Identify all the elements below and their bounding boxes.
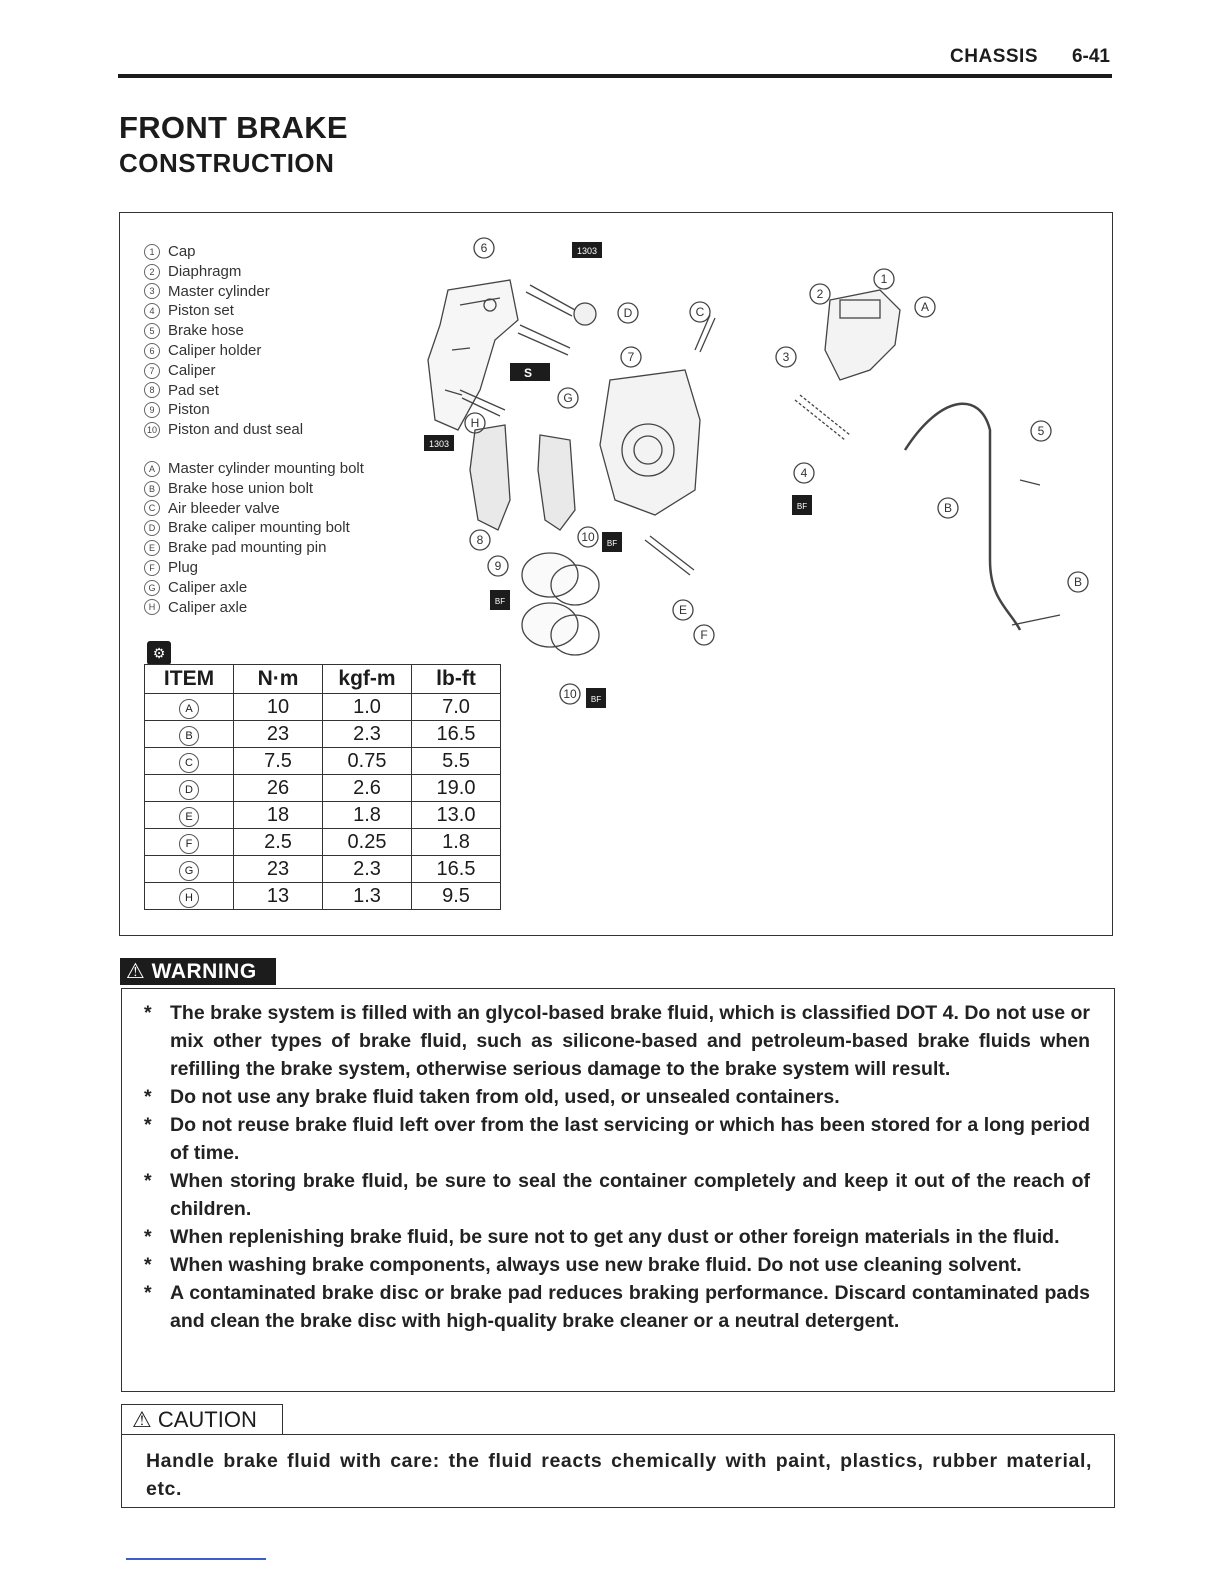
legend-item: G Caliper axle xyxy=(144,578,364,598)
warning-item: * Do not use any brake fluid taken from old, used, or unsealed containers. xyxy=(144,1086,840,1108)
table-row: D 26 2.6 19.0 xyxy=(145,775,501,802)
sealant-tag xyxy=(424,435,454,451)
svg-text:1303: 1303 xyxy=(428,439,450,449)
page-header xyxy=(118,44,1112,78)
footer-rule xyxy=(126,1558,266,1560)
svg-text:H: H xyxy=(470,416,480,430)
svg-text:D: D xyxy=(623,306,633,320)
parts-legend xyxy=(144,242,364,617)
legend-item: 7 Caliper xyxy=(144,361,364,381)
svg-text:1303: 1303 xyxy=(576,246,598,256)
caliper-holder-part xyxy=(428,280,518,430)
svg-text:4: 4 xyxy=(800,466,808,480)
legend-item: 1 Cap xyxy=(144,242,364,262)
warning-item: * Do not reuse brake fluid left over from the last servicing or which has been stored for a long period of time. xyxy=(144,1114,1090,1164)
pad-set-part xyxy=(470,425,575,530)
svg-text:2: 2 xyxy=(816,287,824,301)
warning-item: * When storing brake fluid, be sure to seal the container completely and keep it out of the reach of children. xyxy=(144,1170,1090,1220)
legend-item: 8 Pad set xyxy=(144,381,364,401)
svg-text:B: B xyxy=(943,501,953,515)
svg-text:7: 7 xyxy=(627,350,635,364)
warning-label: ⚠ WARNING xyxy=(120,958,276,985)
table-row: G 23 2.3 16.5 xyxy=(145,856,501,883)
brake-hose-part xyxy=(905,404,1020,630)
legend-item: H Caliper axle xyxy=(144,598,364,618)
master-cylinder-part xyxy=(795,290,900,440)
svg-text:BF: BF xyxy=(590,695,602,704)
col-nm: N·m xyxy=(234,665,323,694)
torque-wrench-icon: ⚙ xyxy=(147,641,171,665)
col-kgfm: kgf-m xyxy=(323,665,412,694)
brake-fluid-tag xyxy=(602,532,622,552)
caliper-body-part xyxy=(600,370,700,515)
table-row: H 13 1.3 9.5 xyxy=(145,883,501,910)
svg-text:9: 9 xyxy=(494,559,502,573)
section-subtitle: CONSTRUCTION xyxy=(119,148,335,178)
exploded-view-diagram xyxy=(400,230,1100,720)
warning-item: * When washing brake components, always use new brake fluid. Do not use cleaning solvent. xyxy=(144,1254,1022,1276)
table-row: C 7.5 0.75 5.5 xyxy=(145,748,501,775)
legend-item: 9 Piston xyxy=(144,400,364,420)
svg-text:A: A xyxy=(920,300,930,314)
svg-text:1: 1 xyxy=(880,272,888,286)
union-bolt-part xyxy=(1012,480,1060,625)
table-row: A 10 1.0 7.0 xyxy=(145,694,501,721)
caliper-axle-g-part xyxy=(518,325,570,355)
svg-text:6: 6 xyxy=(480,241,488,255)
page-title: FRONT BRAKE xyxy=(119,110,348,145)
warning-item: * A contaminated brake disc or brake pad reduces braking performance. Discard contaminated pads and clean the brake disc with high-quality brake cleaner or a neutral detergent. xyxy=(144,1282,1090,1332)
warning-item: * The brake system is filled with an glycol-based brake fluid, which is classified DOT 4. Do not use or mix other types of brake fluid, such as silicone-based and petroleum-based brake fluids when refilling the brake system, otherwise serious damage to the brake system will result. xyxy=(144,1002,1090,1080)
legend-item: 10 Piston and dust seal xyxy=(144,420,364,440)
legend-item: 4 Piston set xyxy=(144,301,364,321)
page-number: 6-41 xyxy=(1071,46,1110,67)
svg-text:E: E xyxy=(678,603,688,617)
svg-text:S: S xyxy=(523,366,533,380)
table-row: B 23 2.3 16.5 xyxy=(145,721,501,748)
piston-part xyxy=(522,553,599,655)
svg-text:BF: BF xyxy=(494,597,506,606)
mounting-bolt-part xyxy=(526,285,596,325)
sealant-tag xyxy=(572,242,602,258)
legend-item: F Plug xyxy=(144,558,364,578)
pad-pin-part xyxy=(645,536,694,575)
svg-text:BF: BF xyxy=(796,502,808,511)
svg-text:G: G xyxy=(563,391,573,405)
caution-text: Handle brake fluid with care: the fluid reacts chemically with paint, plastics, rubber material, etc. xyxy=(146,1450,1092,1500)
svg-text:5: 5 xyxy=(1037,424,1045,438)
legend-item: A Master cylinder mounting bolt xyxy=(144,459,364,479)
table-row: E 18 1.8 13.0 xyxy=(145,802,501,829)
svg-text:3: 3 xyxy=(782,350,790,364)
legend-item: C Air bleeder valve xyxy=(144,499,364,519)
brake-fluid-tag xyxy=(586,688,606,708)
svg-text:BF: BF xyxy=(606,539,618,548)
svg-text:10: 10 xyxy=(581,530,595,544)
svg-text:C: C xyxy=(695,305,705,319)
svg-text:F: F xyxy=(700,628,708,642)
section-name: CHASSIS xyxy=(950,46,1038,67)
legend-item: 2 Diaphragm xyxy=(144,262,364,282)
caution-label: ⚠ CAUTION xyxy=(121,1404,283,1435)
svg-text:10: 10 xyxy=(563,687,577,701)
table-row: F 2.5 0.25 1.8 xyxy=(145,829,501,856)
warning-box xyxy=(121,988,1115,1392)
col-item: ITEM xyxy=(145,665,234,694)
legend-item: B Brake hose union bolt xyxy=(144,479,364,499)
svg-text:B: B xyxy=(1073,575,1083,589)
svg-text:8: 8 xyxy=(476,533,484,547)
grease-tag xyxy=(510,363,550,381)
caution-box xyxy=(121,1434,1115,1508)
warning-item: * When replenishing brake fluid, be sure not to get any dust or other foreign materials in the fluid. xyxy=(144,1226,1060,1248)
legend-item: E Brake pad mounting pin xyxy=(144,538,364,558)
col-lbft: lb-ft xyxy=(412,665,501,694)
legend-item: 3 Master cylinder xyxy=(144,282,364,302)
brake-fluid-tag xyxy=(792,495,812,515)
legend-item: D Brake caliper mounting bolt xyxy=(144,518,364,538)
legend-item: 5 Brake hose xyxy=(144,321,364,341)
brake-fluid-tag xyxy=(490,590,510,610)
legend-item: 6 Caliper holder xyxy=(144,341,364,361)
